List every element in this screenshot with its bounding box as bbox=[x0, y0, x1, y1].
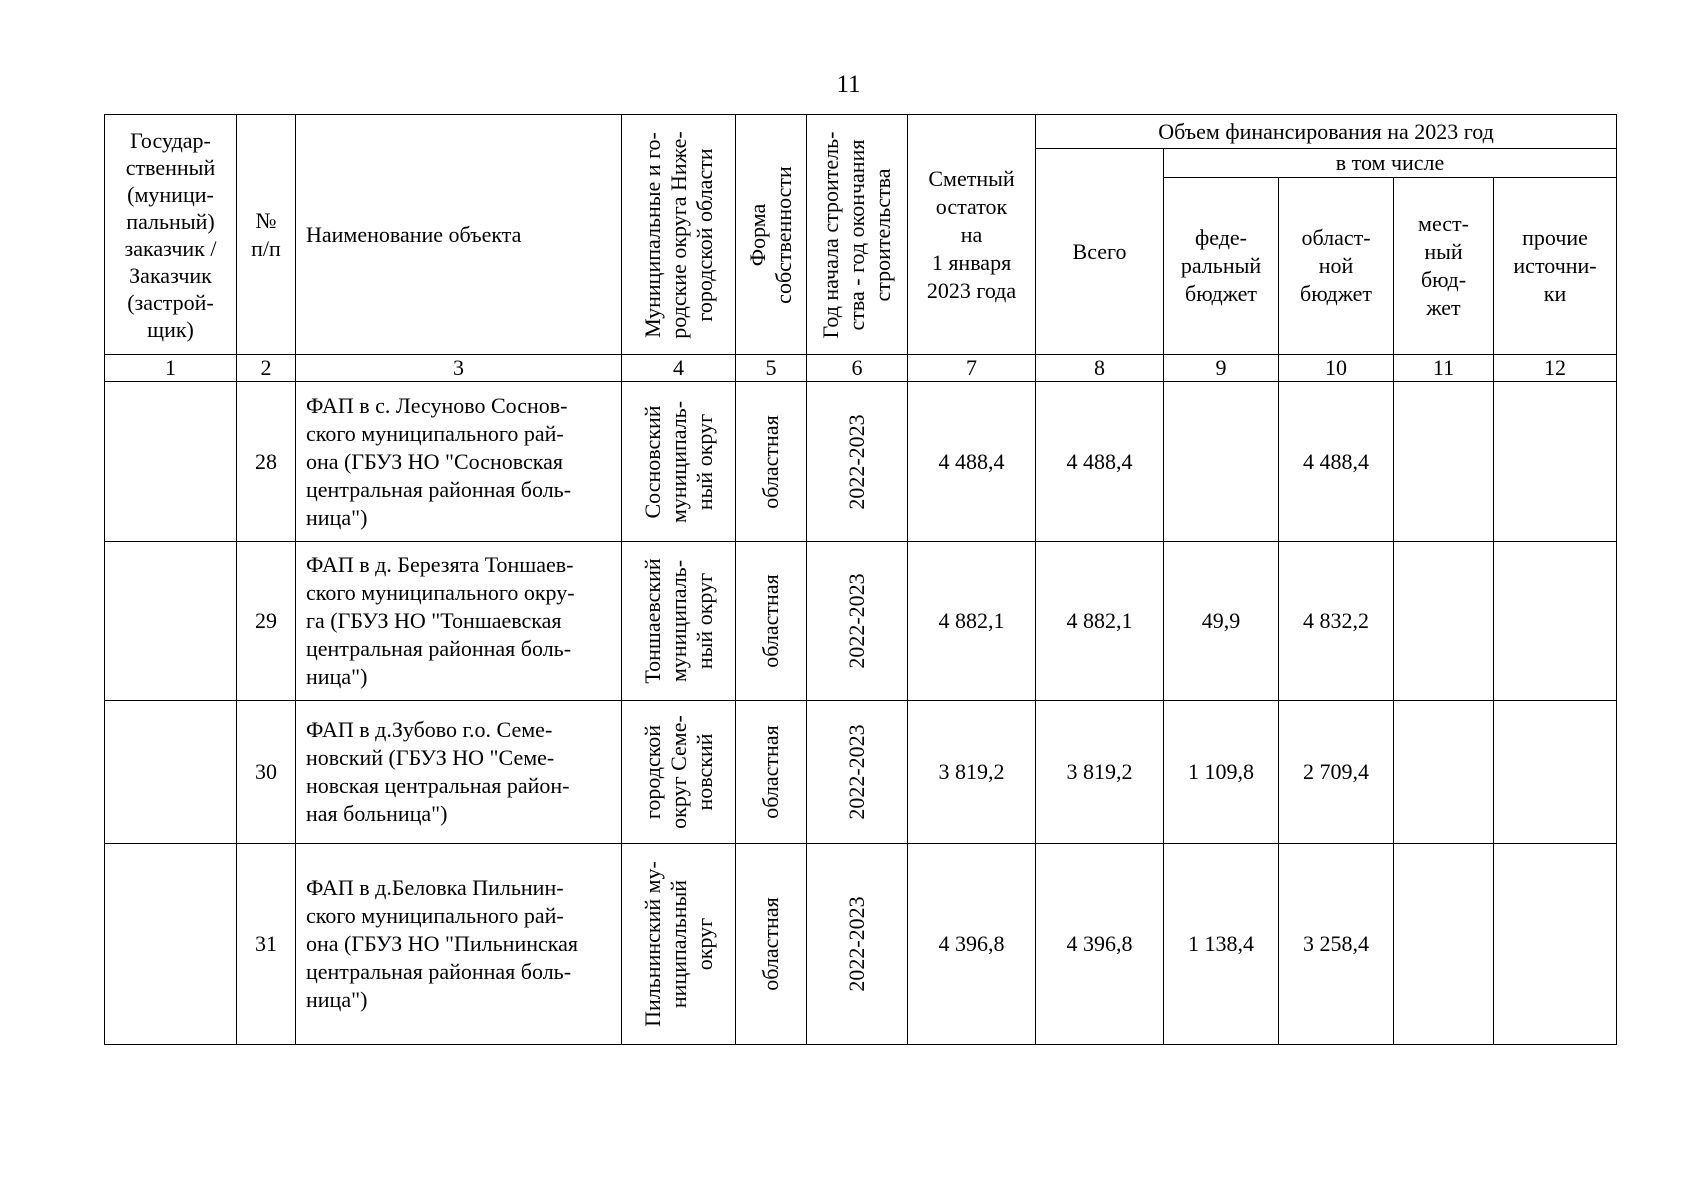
column-number: 3 bbox=[296, 355, 622, 382]
cell-local bbox=[1394, 542, 1494, 701]
cell-local bbox=[1394, 382, 1494, 542]
column-number: 10 bbox=[1279, 355, 1394, 382]
cell-num: 29 bbox=[237, 542, 296, 701]
cell-customer bbox=[105, 542, 237, 701]
cell-other bbox=[1494, 844, 1617, 1045]
cell-estimate: 4 882,1 bbox=[908, 542, 1036, 701]
column-number: 11 bbox=[1394, 355, 1494, 382]
cell-customer bbox=[105, 701, 237, 844]
column-number: 6 bbox=[807, 355, 908, 382]
cell-regional: 4 488,4 bbox=[1279, 382, 1394, 542]
header-including: в том числе bbox=[1164, 149, 1617, 178]
column-numbers-row bbox=[105, 355, 1617, 382]
header-estimate: Сметный остаток на 1 января 2023 года bbox=[908, 115, 1036, 355]
cell-num: 30 bbox=[237, 701, 296, 844]
column-number: 9 bbox=[1164, 355, 1279, 382]
header-federal: феде- ральный бюджет bbox=[1164, 178, 1279, 355]
cell-federal: 49,9 bbox=[1164, 542, 1279, 701]
column-number: 5 bbox=[736, 355, 807, 382]
column-number: 4 bbox=[622, 355, 736, 382]
cell-regional: 4 832,2 bbox=[1279, 542, 1394, 701]
cell-num: 28 bbox=[237, 382, 296, 542]
cell-municipality: городской округ Семе- новский bbox=[622, 701, 736, 844]
cell-years: 2022-2023 bbox=[807, 701, 908, 844]
financing-table bbox=[104, 114, 1617, 1045]
cell-years: 2022-2023 bbox=[807, 382, 908, 542]
cell-municipality: Пильнинский му- ниципальный округ bbox=[622, 844, 736, 1045]
table-body bbox=[105, 382, 1617, 1045]
cell-total: 4 488,4 bbox=[1036, 382, 1164, 542]
column-number: 1 bbox=[105, 355, 237, 382]
table-header bbox=[105, 115, 1617, 382]
cell-customer bbox=[105, 382, 237, 542]
header-funding-group: Объем финансирования на 2023 год bbox=[1036, 115, 1617, 149]
header-customer: Государ- ственный (муници- пальный) заказчик / Заказчик (застрой- щик) bbox=[105, 115, 237, 355]
header-local: мест- ный бюд- жет bbox=[1394, 178, 1494, 355]
cell-years: 2022-2023 bbox=[807, 844, 908, 1045]
cell-name: ФАП в с. Лесуново Соснов- ского муниципального рай- она (ГБУЗ НО "Сосновская центральная районная боль- ница") bbox=[296, 382, 622, 542]
header-regional: област- ной бюджет bbox=[1279, 178, 1394, 355]
cell-local bbox=[1394, 701, 1494, 844]
column-number: 12 bbox=[1494, 355, 1617, 382]
cell-other bbox=[1494, 382, 1617, 542]
header-name: Наименование объекта bbox=[296, 115, 622, 355]
cell-federal: 1 109,8 bbox=[1164, 701, 1279, 844]
cell-ownership: областная bbox=[736, 701, 807, 844]
cell-estimate: 3 819,2 bbox=[908, 701, 1036, 844]
cell-municipality: Сосновский муниципаль- ный округ bbox=[622, 382, 736, 542]
cell-ownership: областная bbox=[736, 382, 807, 542]
table-row bbox=[105, 542, 1617, 701]
table-row bbox=[105, 382, 1617, 542]
cell-customer bbox=[105, 844, 237, 1045]
page-number: 11 bbox=[836, 71, 861, 98]
cell-regional: 2 709,4 bbox=[1279, 701, 1394, 844]
column-number: 7 bbox=[908, 355, 1036, 382]
header-num: № п/п bbox=[237, 115, 296, 355]
header-municipality: Муниципальные и го- родские округа Ниже- городской области bbox=[622, 115, 736, 355]
cell-ownership: областная bbox=[736, 542, 807, 701]
cell-regional: 3 258,4 bbox=[1279, 844, 1394, 1045]
cell-other bbox=[1494, 701, 1617, 844]
column-number: 2 bbox=[237, 355, 296, 382]
cell-total: 4 396,8 bbox=[1036, 844, 1164, 1045]
cell-estimate: 4 488,4 bbox=[908, 382, 1036, 542]
header-ownership: Форма собственности bbox=[736, 115, 807, 355]
table-row bbox=[105, 844, 1617, 1045]
cell-municipality: Тоншаевский муниципаль- ный округ bbox=[622, 542, 736, 701]
cell-ownership: областная bbox=[736, 844, 807, 1045]
cell-name: ФАП в д.Беловка Пильнин- ского муниципального рай- она (ГБУЗ НО "Пильнинская центральная районная боль- ница") bbox=[296, 844, 622, 1045]
cell-total: 4 882,1 bbox=[1036, 542, 1164, 701]
cell-years: 2022-2023 bbox=[807, 542, 908, 701]
header-years: Год начала строитель- ства - год окончания строительства bbox=[807, 115, 908, 355]
header-other: прочие источни- ки bbox=[1494, 178, 1617, 355]
cell-num: 31 bbox=[237, 844, 296, 1045]
cell-estimate: 4 396,8 bbox=[908, 844, 1036, 1045]
cell-name: ФАП в д.Зубово г.о. Семе- новский (ГБУЗ НО "Семе- новская центральная район- ная больница") bbox=[296, 701, 622, 844]
cell-local bbox=[1394, 844, 1494, 1045]
table-row bbox=[105, 701, 1617, 844]
cell-federal: 1 138,4 bbox=[1164, 844, 1279, 1045]
cell-other bbox=[1494, 542, 1617, 701]
header-total: Всего bbox=[1036, 149, 1164, 355]
cell-name: ФАП в д. Березята Тоншаев- ского муниципального окру- га (ГБУЗ НО "Тоншаевская центральная районная боль- ница") bbox=[296, 542, 622, 701]
column-number: 8 bbox=[1036, 355, 1164, 382]
cell-total: 3 819,2 bbox=[1036, 701, 1164, 844]
cell-federal bbox=[1164, 382, 1279, 542]
